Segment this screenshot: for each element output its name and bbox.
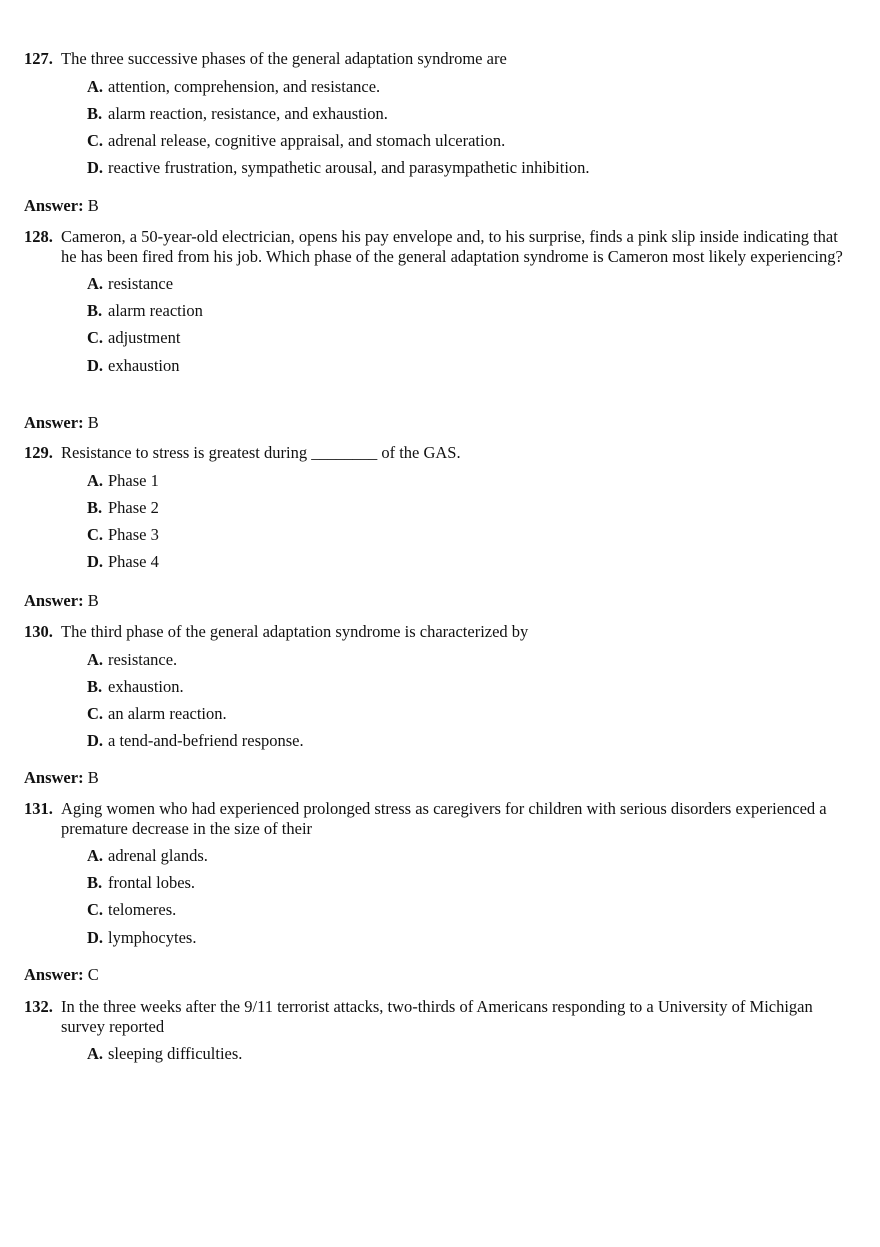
answer-127 [24, 196, 99, 215]
option-letter: A. [87, 846, 104, 865]
option-letter: B. [87, 497, 103, 517]
option-letter: B. [87, 301, 103, 321]
question-text: Resistance to stress is greatest during ________ of the GAS. [61, 443, 461, 462]
question-131 [24, 799, 854, 955]
option-letter: B. [87, 676, 103, 696]
answer-129 [24, 591, 99, 610]
question-stem [24, 622, 854, 642]
answer-value: B [87, 768, 99, 787]
question-number: 128. [24, 227, 53, 246]
answer-label: Answer: [24, 196, 84, 215]
option-text: adjustment [108, 328, 181, 348]
option-text: alarm reaction [108, 301, 203, 321]
options-list [87, 274, 854, 383]
option-d [87, 731, 854, 758]
option-letter: B. [87, 103, 103, 123]
option-letter: A. [87, 649, 104, 669]
option-letter: A. [87, 1044, 104, 1063]
question-text: In the three weeks after the 9/11 terrorist attacks, two-thirds of Americans responding to a University of Michigan survey reported [61, 997, 813, 1036]
answer-131 [24, 965, 99, 984]
answer-value: B [87, 591, 99, 610]
options-list [87, 846, 854, 955]
option-a [87, 1044, 854, 1071]
question-132 [24, 997, 854, 1071]
question-stem [24, 799, 854, 838]
options-list [87, 77, 854, 186]
option-letter: C. [87, 524, 104, 544]
option-text: frontal lobes. [108, 873, 196, 893]
option-text: an alarm reaction. [108, 703, 227, 723]
answer-label: Answer: [24, 413, 84, 432]
option-text: telomeres. [108, 900, 177, 920]
question-stem [24, 227, 854, 266]
option-letter: D. [87, 158, 104, 178]
question-number: 132. [24, 997, 53, 1016]
option-letter: D. [87, 552, 104, 572]
option-d [87, 928, 854, 955]
option-letter: D. [87, 355, 104, 375]
option-text: resistance [108, 274, 174, 293]
question-stem [24, 997, 854, 1036]
question-text: The third phase of the general adaptation syndrome is characterized by [61, 622, 529, 641]
option-letter: C. [87, 703, 104, 723]
option-b [87, 104, 854, 131]
question-number: 127. [24, 49, 53, 68]
option-a [87, 77, 854, 104]
option-letter: D. [87, 731, 104, 751]
option-c [87, 900, 854, 927]
option-letter: C. [87, 130, 104, 150]
option-b [87, 677, 854, 704]
option-letter: B. [87, 873, 103, 893]
answer-value: C [87, 965, 99, 984]
option-a [87, 471, 854, 498]
question-text: The three successive phases of the general adaptation syndrome are [61, 49, 507, 68]
answer-label: Answer: [24, 965, 84, 984]
option-b [87, 498, 854, 525]
option-a [87, 846, 854, 873]
option-letter: A. [87, 274, 104, 293]
option-b [87, 301, 854, 328]
option-c [87, 704, 854, 731]
answer-label: Answer: [24, 768, 84, 787]
option-letter: C. [87, 328, 104, 348]
option-a [87, 650, 854, 677]
options-list [87, 650, 854, 759]
option-letter: C. [87, 900, 104, 920]
option-text: attention, comprehension, and resistance. [108, 76, 381, 96]
question-number: 130. [24, 622, 53, 641]
option-d [87, 356, 854, 383]
question-stem [24, 49, 854, 69]
option-c [87, 328, 854, 355]
option-text: sleeping difficulties. [108, 1044, 243, 1063]
answer-128 [24, 413, 99, 432]
option-a [87, 274, 854, 301]
question-127 [24, 49, 854, 185]
option-text: exhaustion [108, 355, 180, 375]
answer-130 [24, 768, 99, 787]
question-number: 129. [24, 443, 53, 462]
option-letter: D. [87, 927, 104, 947]
option-text: Phase 1 [108, 470, 159, 490]
question-text: Cameron, a 50-year-old electrician, opens his pay envelope and, to his surprise, finds a pink slip inside indicating that he has been fired from his job. Which phase of the general adaptation syndrome is Cameron most likely experiencing? [61, 227, 843, 266]
option-c [87, 131, 854, 158]
answer-value: B [87, 196, 99, 215]
option-c [87, 525, 854, 552]
option-text: Phase 3 [108, 524, 159, 544]
question-129 [24, 443, 854, 579]
options-list [87, 1044, 854, 1071]
option-text: Phase 4 [108, 552, 159, 572]
option-text: resistance. [108, 649, 178, 669]
option-text: reactive frustration, sympathetic arousal, and parasympathetic inhibition. [108, 158, 590, 178]
question-130 [24, 622, 854, 758]
option-letter: A. [87, 76, 104, 96]
option-text: adrenal release, cognitive appraisal, and stomach ulceration. [108, 130, 506, 150]
question-text: Aging women who had experienced prolonged stress as caregivers for children with serious disorders experienced a premature decrease in the size of their [61, 799, 827, 838]
option-text: lymphocytes. [108, 927, 197, 947]
option-d [87, 552, 854, 579]
option-d [87, 158, 854, 185]
option-text: alarm reaction, resistance, and exhaustion. [108, 103, 388, 123]
question-stem [24, 443, 854, 463]
answer-label: Answer: [24, 591, 84, 610]
option-letter: A. [87, 470, 104, 490]
options-list [87, 471, 854, 580]
question-128 [24, 227, 854, 383]
option-text: Phase 2 [108, 497, 159, 517]
option-b [87, 873, 854, 900]
question-number: 131. [24, 799, 53, 818]
option-text: adrenal glands. [108, 846, 208, 865]
answer-value: B [87, 413, 99, 432]
option-text: a tend-and-befriend response. [108, 731, 304, 751]
option-text: exhaustion. [108, 676, 184, 696]
